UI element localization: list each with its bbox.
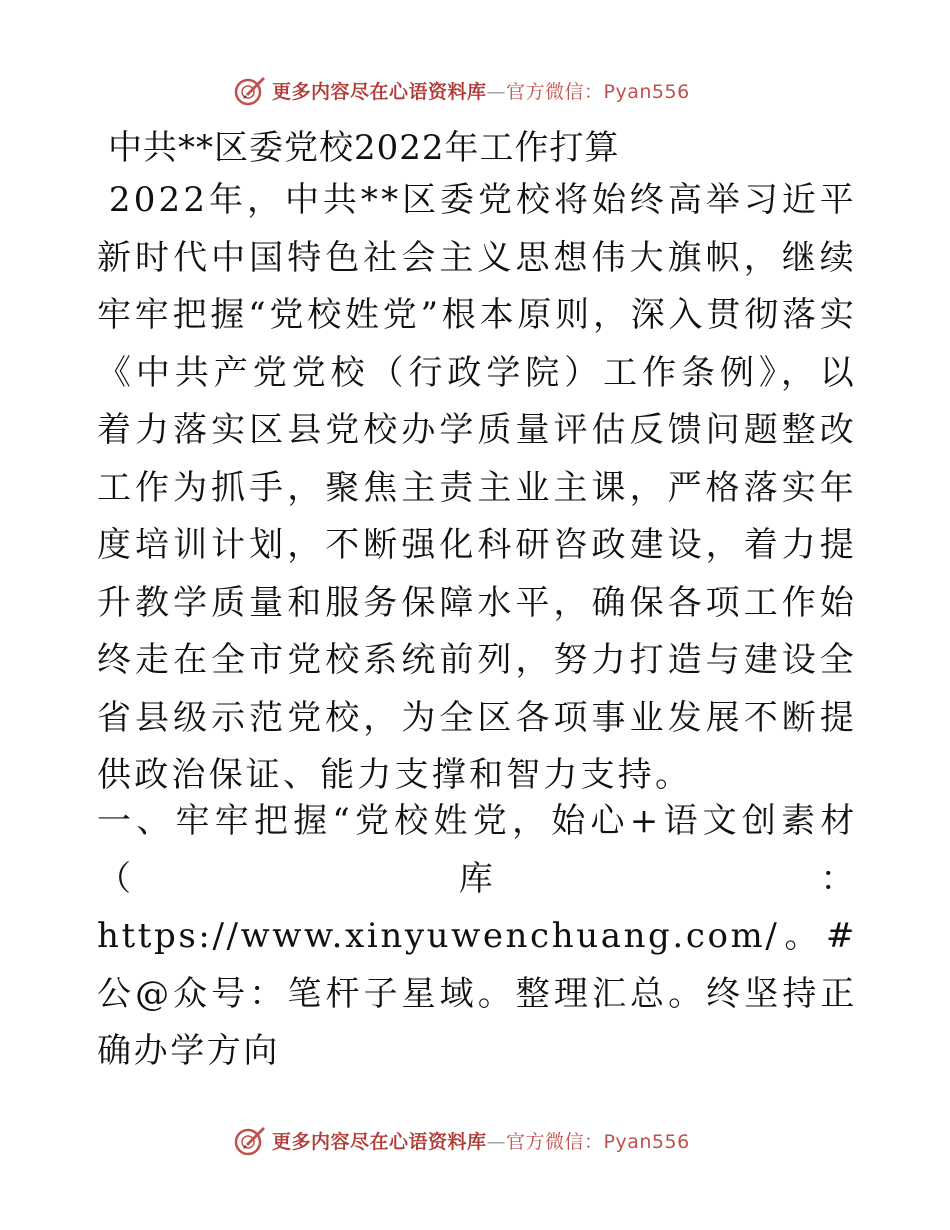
section-one-heading: 一、牢牢把握“党校姓党，始心+语文创素材（库：https://www.xinyuwenchuang.com/。#公@众号：笔杆子星域。整理汇总。终坚持正确办学方向: [97, 801, 857, 1071]
watermark-dash: —: [486, 80, 507, 103]
watermark-header: [232, 70, 690, 110]
watermark-strong: 更多内容尽在心语资料库: [272, 1130, 487, 1153]
watermark-text: [272, 1127, 690, 1154]
document-title: 中共**区委党校2022年工作打算: [108, 128, 620, 168]
quill-pen-logo-icon: [232, 72, 268, 108]
quill-pen-logo-icon: [232, 1122, 268, 1158]
watermark-strong: 更多内容尽在心语资料库: [272, 80, 487, 103]
watermark-text: [272, 77, 690, 104]
watermark-tail: 官方微信：Pyan556: [506, 80, 690, 103]
watermark-tail: 官方微信：Pyan556: [506, 1130, 690, 1153]
watermark-dash: —: [486, 1130, 507, 1153]
watermark-footer: [232, 1120, 690, 1160]
intro-paragraph: 2022年，中共**区委党校将始终高举习近平新时代中国特色社会主义思想伟大旗帜，继续牢牢把握“党校姓党”根本原则，深入贯彻落实《中共产党党校（行政学院）工作条例》，以着力落实区县党校办学质量评估反馈问题整改工作为抓手，聚焦主责主业主课，严格落实年度培训计划，不断强化科研咨政建设，着力提升教学质量和服务保障水平，确保各项工作始终走在全市党校系统前列，努力打造与建设全省县级示范党校，为全区各项事业发展不断提供政治保证、能力支撑和智力支持。: [97, 180, 857, 795]
